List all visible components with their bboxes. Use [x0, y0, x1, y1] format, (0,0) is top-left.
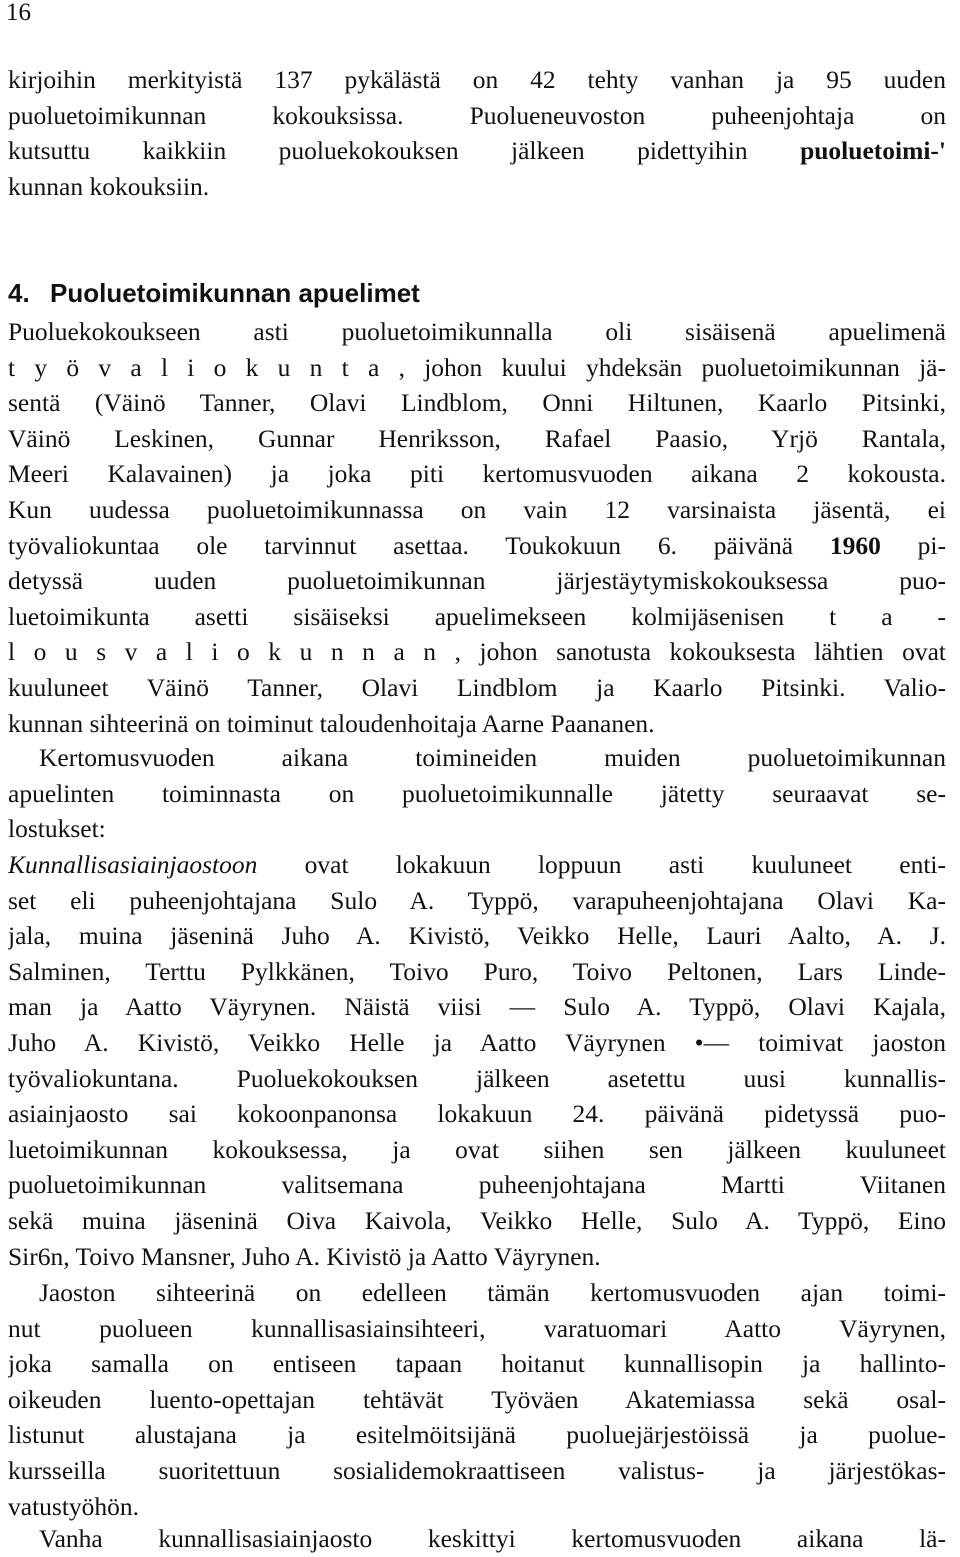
- text-line: nut puolueen kunnallisasiainsihteeri, varatuomari Aatto Väyrynen,: [8, 1313, 946, 1343]
- section-number: 4.: [8, 278, 30, 308]
- text-line: työvaliokuntana. Puoluekokouksen jälkeen asetettu uusi kunnallis-: [8, 1063, 946, 1093]
- text-line: Vanha kunnallisasiainjaosto keskittyi kertomusvuoden aikana lä-: [39, 1524, 946, 1553]
- text-line: jala, muina jäseninä Juho A. Kivistö, Veikko Helle, Lauri Aalto, A. J.: [8, 921, 946, 951]
- text-run: ovat lokakuun loppuun asti kuuluneet enti-: [257, 850, 946, 879]
- text-run: kutsuttu kaikkiin puoluekokouksen jälkeen pidettyihin: [8, 136, 801, 166]
- bold-text-run: puoluetoimi-': [800, 136, 946, 166]
- text-line: detyssä uuden puoluetoimikunnan järjestäytymiskokouksessa puo-: [8, 566, 946, 596]
- text-line: Sir6n, Toivo Mansner, Juho A. Kivistö ja Aatto Väyrynen.: [8, 1241, 601, 1271]
- text-line: kunnan sihteerinä on toiminut taloudenhoitaja Aarne Paananen.: [8, 708, 655, 738]
- text-line: l o u s v a l i o k u n n a n , johon sanotusta kokouksesta lähtien ovat: [8, 637, 946, 667]
- text-run: pi-: [880, 530, 946, 560]
- section-heading: [8, 277, 420, 309]
- text-run: työvaliokuntaa ole tarvinnut asettaa. Toukokuun 6. päivänä: [8, 530, 830, 560]
- text-line: luetoimikunnan kokouksessa, ja ovat siihen sen jälkeen kuuluneet: [8, 1134, 946, 1164]
- text-line: Kun uudessa puoluetoimikunnassa on vain 12 varsinaista jäsentä, ei: [8, 494, 946, 524]
- page-number: 16: [6, 0, 31, 26]
- text-line: t y ö v a l i o k u n t a , johon kuului yhdeksän puoluetoimikunnan jä-: [8, 352, 946, 382]
- text-line: luetoimikunta asetti sisäiseksi apuelimekseen kolmijäsenisen t a -: [8, 601, 946, 631]
- text-line: joka samalla on entiseen tapaan hoitanut kunnallisopin ja hallinto-: [8, 1349, 946, 1379]
- paragraph-vanha-jaosto: [8, 1521, 946, 1557]
- text-line: Salminen, Terttu Pylkkänen, Toivo Puro, Toivo Peltonen, Lars Linde-: [8, 956, 946, 986]
- text-line: puoluetoimikunnan valitsemana puheenjohtajana Martti Viitanen: [8, 1170, 946, 1200]
- bold-year: 1960: [829, 530, 881, 560]
- text-line: oikeuden luento-opettajan tehtävät Työväen Akatemiassa sekä osal-: [8, 1384, 946, 1414]
- paragraph-jaoston-sihteeri: [8, 1275, 946, 1524]
- text-line: kunnan kokouksiin.: [8, 171, 210, 201]
- text-line: Meeri Kalavainen) ja joka piti kertomusvuoden aikana 2 kokousta.: [8, 459, 946, 489]
- paragraph-kunnallisasiainjaosto: [8, 847, 946, 1274]
- text-line: Jaoston sihteerinä on edelleen tämän kertomusvuoden ajan toimi-: [39, 1278, 946, 1307]
- paragraph-apuelimet: [8, 740, 946, 847]
- paragraph-tyovaliokunta: [8, 314, 946, 741]
- text-line: [8, 528, 946, 564]
- text-line: Puoluekokoukseen asti puoluetoimikunnalla oli sisäisenä apuelimenä: [8, 317, 946, 346]
- text-line: Juho A. Kivistö, Veikko Helle ja Aatto Väyrynen •— toimivat jaoston: [8, 1027, 946, 1057]
- text-line: vatustyöhön.: [8, 1491, 140, 1521]
- text-line: sentä (Väinö Tanner, Olavi Lindblom, Onni Hiltunen, Kaarlo Pitsinki,: [8, 388, 946, 418]
- text-line: Kertomusvuoden aikana toimineiden muiden puoluetoimikunnan: [39, 743, 946, 772]
- text-line: kirjoihin merkityistä 137 pykälästä on 42 tehty vanhan ja 95 uuden: [8, 65, 946, 94]
- text-line: asiainjaosto sai kokoonpanonsa lokakuun 24. päivänä pidetyssä puo-: [8, 1099, 946, 1129]
- text-line: Väinö Leskinen, Gunnar Henriksson, Rafael Paasio, Yrjö Rantala,: [8, 423, 946, 453]
- text-line: listunut alustajana ja esitelmöitsijänä puoluejärjestöissä ja puolue-: [8, 1420, 946, 1450]
- text-line: apuelinten toiminnasta on puoluetoimikunnalle jätetty seuraavat se-: [8, 778, 946, 808]
- italic-lead: Kunnallisasiainjaostoon: [8, 850, 258, 879]
- text-line: kuuluneet Väinö Tanner, Olavi Lindblom ja Kaarlo Pitsinki. Valio-: [8, 672, 946, 702]
- text-line: lostukset:: [8, 814, 106, 844]
- text-line: [8, 133, 946, 169]
- text-line: kursseilla suoritettuun sosialidemokraattiseen valistus- ja järjestökas-: [8, 1455, 946, 1485]
- section-title: Puoluetoimikunnan apuelimet: [50, 278, 420, 308]
- text-line: man ja Aatto Väyrynen. Näistä viisi — Sulo A. Typpö, Olavi Kajala,: [8, 992, 946, 1022]
- text-line: set eli puheenjohtajana Sulo A. Typpö, varapuheenjohtajana Olavi Ka-: [8, 885, 946, 915]
- text-line: puoluetoimikunnan kokouksissa. Puolueneuvoston puheenjohtaja on: [8, 100, 946, 130]
- text-line: sekä muina jäseninä Oiva Kaivola, Veikko Helle, Sulo A. Typpö, Eino: [8, 1205, 946, 1235]
- text-line: [8, 847, 946, 883]
- intro-paragraph: [8, 62, 946, 204]
